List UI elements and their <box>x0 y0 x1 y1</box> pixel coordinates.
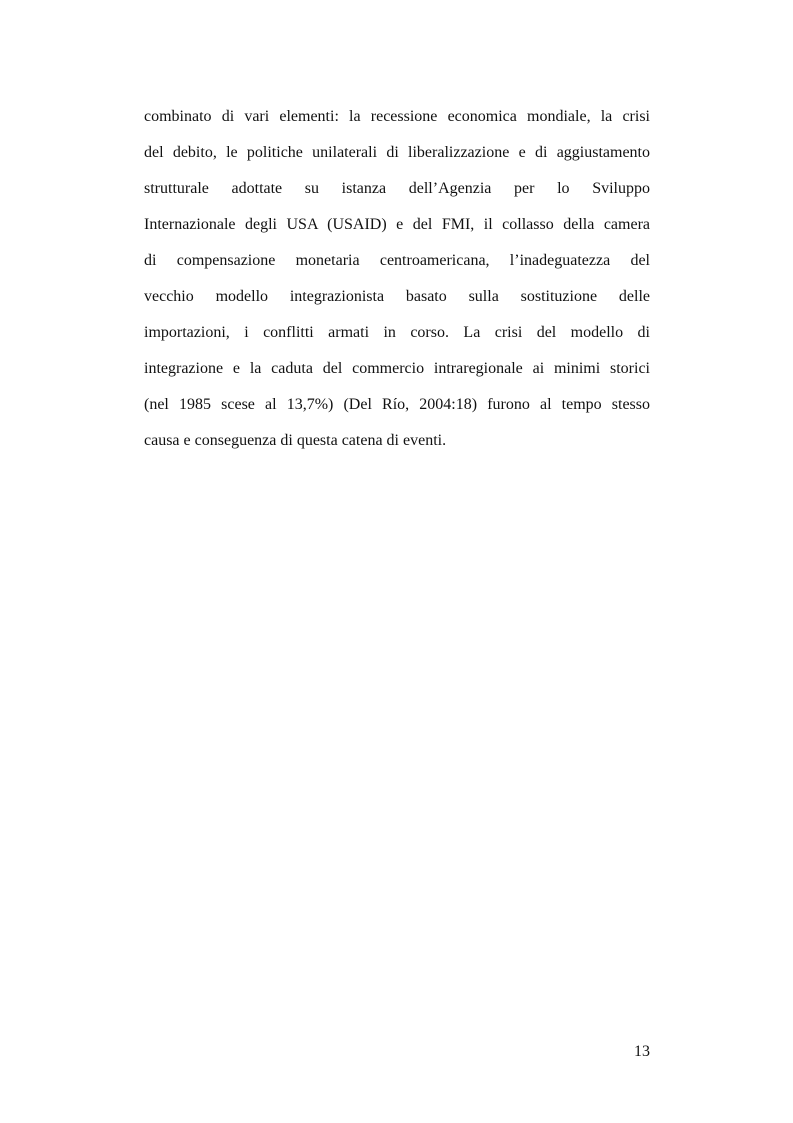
paragraph-line: di compensazione monetaria centroamericana, l’inadeguatezza del <box>144 252 650 269</box>
paragraph-line: integrazione e la caduta del commercio intraregionale ai minimi storici <box>144 360 650 377</box>
paragraph-line: del debito, le politiche unilaterali di liberalizzazione e di aggiustamento <box>144 144 650 161</box>
paragraph-line: vecchio modello integrazionista basato sulla sostituzione delle <box>144 288 650 305</box>
paragraph-line: importazioni, i conflitti armati in corso. La crisi del modello di <box>144 324 650 341</box>
paragraph-line: Internazionale degli USA (USAID) e del FMI, il collasso della camera <box>144 216 650 233</box>
paragraph-line: causa e conseguenza di questa catena di eventi. <box>144 432 447 449</box>
paragraph-line: combinato di vari elementi: la recessione economica mondiale, la crisi <box>144 108 650 125</box>
body-paragraph <box>144 99 650 459</box>
paragraph-line: strutturale adottate su istanza dell’Agenzia per lo Sviluppo <box>144 180 650 197</box>
paragraph-line: (nel 1985 scese al 13,7%) (Del Río, 2004:18) furono al tempo stesso <box>144 396 650 413</box>
page-number: 13 <box>634 1043 650 1060</box>
